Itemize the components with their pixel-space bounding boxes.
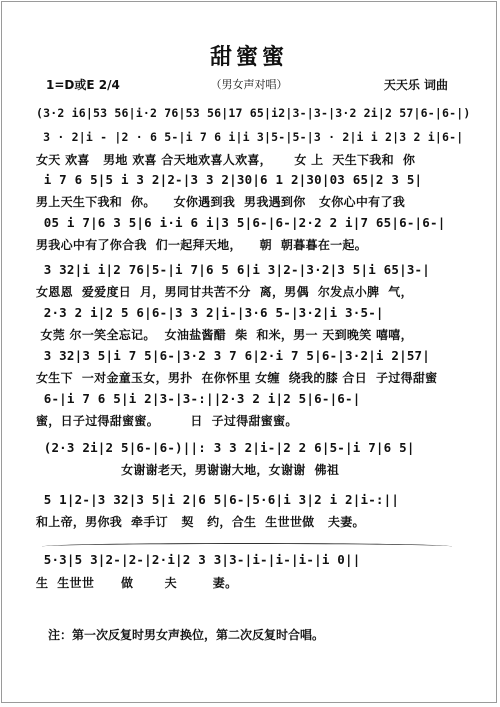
song-credits: 天天乐 词曲 (383, 78, 448, 92)
lyric-line: 蜜，日子过得甜蜜蜜。 日 子过得甜蜜蜜。 (36, 414, 298, 428)
lyric-line: 女天 欢喜 男地 欢喜 合天地欢喜人欢喜， 女 上 天生下我和 你 (36, 153, 416, 167)
performance-note: 注：第一次反复时男女声换位，第二次反复时合唱。 (48, 628, 325, 642)
song-title: 甜蜜蜜 (209, 45, 288, 70)
lyric-line: 女莞 尔一笑全忘记。 女油盐酱醋 柴 和米，男一 天到晚笑 嘻嘻， (36, 328, 413, 342)
notation-line: 05 i 7|6 3 5|6 i·i 6 i|3 5|6-|6-|2·2 2 i|7 65|6-|6-| (36, 215, 446, 230)
lyric-line: 女谢谢老天，男谢谢大地，女谢谢 佛祖 (36, 463, 340, 477)
notation-line: 2·3 2 i|2 5 6|6-|3 3 2|i-|3·6 5-|3·2|i 3·5-| (36, 305, 384, 320)
score-page (1, 1, 497, 703)
lyric-line: 男上天生下我和 你。 女你遇到我 男我遇到你 女你心中有了我 (36, 195, 406, 209)
lyric-line: 女恩恩 爱爱度日 月，男同甘共苦不分 离，男偶 尔发点小脾 气， (36, 285, 413, 299)
lyric-line: 生 生世世 做 夫 妻。 (36, 576, 238, 590)
lyric-line: 和上帝，男你我 牵手订 契 约，合生 生世世做 夫妻。 (36, 515, 365, 529)
notation-line: i 7 6 5|5 i 3 2|2-|3 3 2|30|6 1 2|30|03 65|2 3 5| (36, 172, 423, 187)
notation-line: 3 · 2|i - |2 · 6 5-|i 7 6 i|i 3|5-|5-|3 · 2|i i 2|3 2 i|6-| (36, 130, 464, 144)
lyric-line: 女生下 一对金童玉女，男扑 在你怀里 女缠 绕我的膝 合日 子过得甜蜜 (36, 371, 438, 385)
lyric-line: 男我心中有了你合我 们一起拜天地， 朝 朝暮暮在一起。 (36, 238, 368, 252)
notation-line: 3 32|i i|2 76|5-|i 7|6 5 6|i 3|2-|3·2|3 5|i 65|3-| (36, 262, 431, 277)
tie-arc (42, 543, 452, 550)
notation-line: (2·3 2i|2 5|6-|6-)||: 3 3 2|i-|2 2 6|5-|i 7|6 5| (36, 440, 415, 455)
key-signature: 1=D或E 2/4 (46, 78, 120, 92)
notation-line: (3·2 i6|53 56|i·2 76|53 56|17 65|i2|3-|3-|3·2 2i|2 57|6-|6-|) (36, 106, 471, 120)
notation-line: 3 32|3 5|i 7 5|6-|3·2 3 7 6|2·i 7 5|6-|3·2|i 2|57| (36, 348, 431, 363)
notation-line: 5 1|2-|3 32|3 5|i 2|6 5|6-|5·6|i 3|2 i 2|i-:|| (36, 492, 400, 507)
notation-line: 5·3|5 3|2-|2-|2·i|2 3 3|3-|i-|i-|i-|i 0|| (36, 552, 361, 567)
song-subtitle: （男女声对唱） (210, 78, 288, 91)
notation-line: 6-|i 7 6 5|i 2|3-|3-:||2·3 2 i|2 5|6-|6-| (36, 391, 361, 406)
